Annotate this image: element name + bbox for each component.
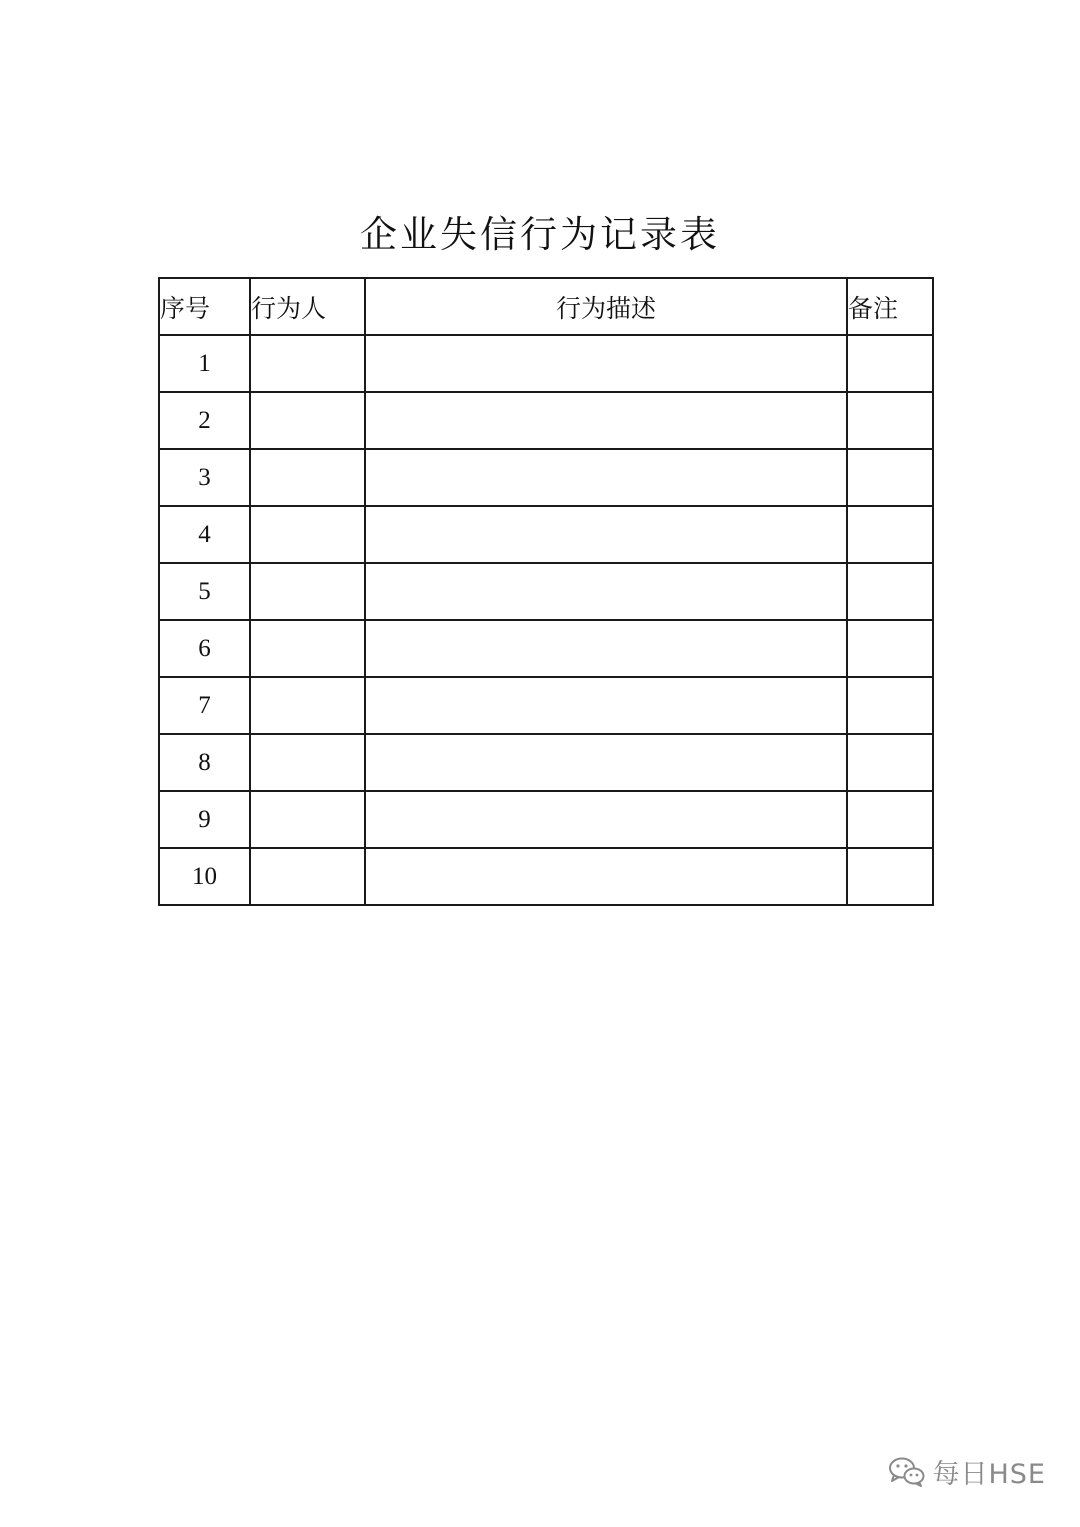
table-row bbox=[159, 563, 933, 620]
actor-cell bbox=[250, 449, 365, 506]
seq-cell: 2 bbox=[159, 392, 250, 449]
seq-cell: 9 bbox=[159, 791, 250, 848]
description-cell bbox=[365, 620, 847, 677]
actor-cell bbox=[250, 791, 365, 848]
table-row bbox=[159, 620, 933, 677]
note-cell bbox=[847, 791, 933, 848]
seq-cell: 10 bbox=[159, 848, 250, 905]
actor-cell bbox=[250, 392, 365, 449]
actor-cell bbox=[250, 848, 365, 905]
seq-cell: 6 bbox=[159, 620, 250, 677]
description-cell bbox=[365, 848, 847, 905]
note-cell bbox=[847, 335, 933, 392]
header-description: 行为描述 bbox=[365, 278, 847, 335]
header-actor: 行为人 bbox=[250, 278, 365, 335]
table-row bbox=[159, 506, 933, 563]
table-row bbox=[159, 791, 933, 848]
seq-cell: 7 bbox=[159, 677, 250, 734]
table-row bbox=[159, 335, 933, 392]
header-note: 备注 bbox=[847, 278, 933, 335]
watermark-text: 每日HSE bbox=[932, 1459, 1046, 1490]
note-cell bbox=[847, 848, 933, 905]
actor-cell bbox=[250, 563, 365, 620]
actor-cell bbox=[250, 734, 365, 791]
description-cell bbox=[365, 335, 847, 392]
table-row bbox=[159, 734, 933, 791]
description-cell bbox=[365, 449, 847, 506]
note-cell bbox=[847, 620, 933, 677]
table-row bbox=[159, 449, 933, 506]
seq-cell: 4 bbox=[159, 506, 250, 563]
seq-cell: 1 bbox=[159, 335, 250, 392]
header-row bbox=[159, 278, 933, 335]
description-cell bbox=[365, 677, 847, 734]
document-title: 企业失信行为记录表 bbox=[360, 213, 720, 256]
actor-cell bbox=[250, 506, 365, 563]
description-cell bbox=[365, 563, 847, 620]
record-table bbox=[158, 277, 934, 906]
header-seq: 序号 bbox=[159, 278, 250, 335]
description-cell bbox=[365, 791, 847, 848]
seq-cell: 3 bbox=[159, 449, 250, 506]
description-cell bbox=[365, 392, 847, 449]
description-cell bbox=[365, 734, 847, 791]
table-row bbox=[159, 677, 933, 734]
watermark bbox=[888, 1452, 1046, 1491]
seq-cell: 8 bbox=[159, 734, 250, 791]
description-cell bbox=[365, 506, 847, 563]
note-cell bbox=[847, 449, 933, 506]
note-cell bbox=[847, 392, 933, 449]
wechat-icon bbox=[888, 1456, 926, 1488]
table-row bbox=[159, 392, 933, 449]
actor-cell bbox=[250, 677, 365, 734]
note-cell bbox=[847, 677, 933, 734]
note-cell bbox=[847, 563, 933, 620]
actor-cell bbox=[250, 620, 365, 677]
note-cell bbox=[847, 734, 933, 791]
table-row bbox=[159, 848, 933, 905]
actor-cell bbox=[250, 335, 365, 392]
note-cell bbox=[847, 506, 933, 563]
seq-cell: 5 bbox=[159, 563, 250, 620]
